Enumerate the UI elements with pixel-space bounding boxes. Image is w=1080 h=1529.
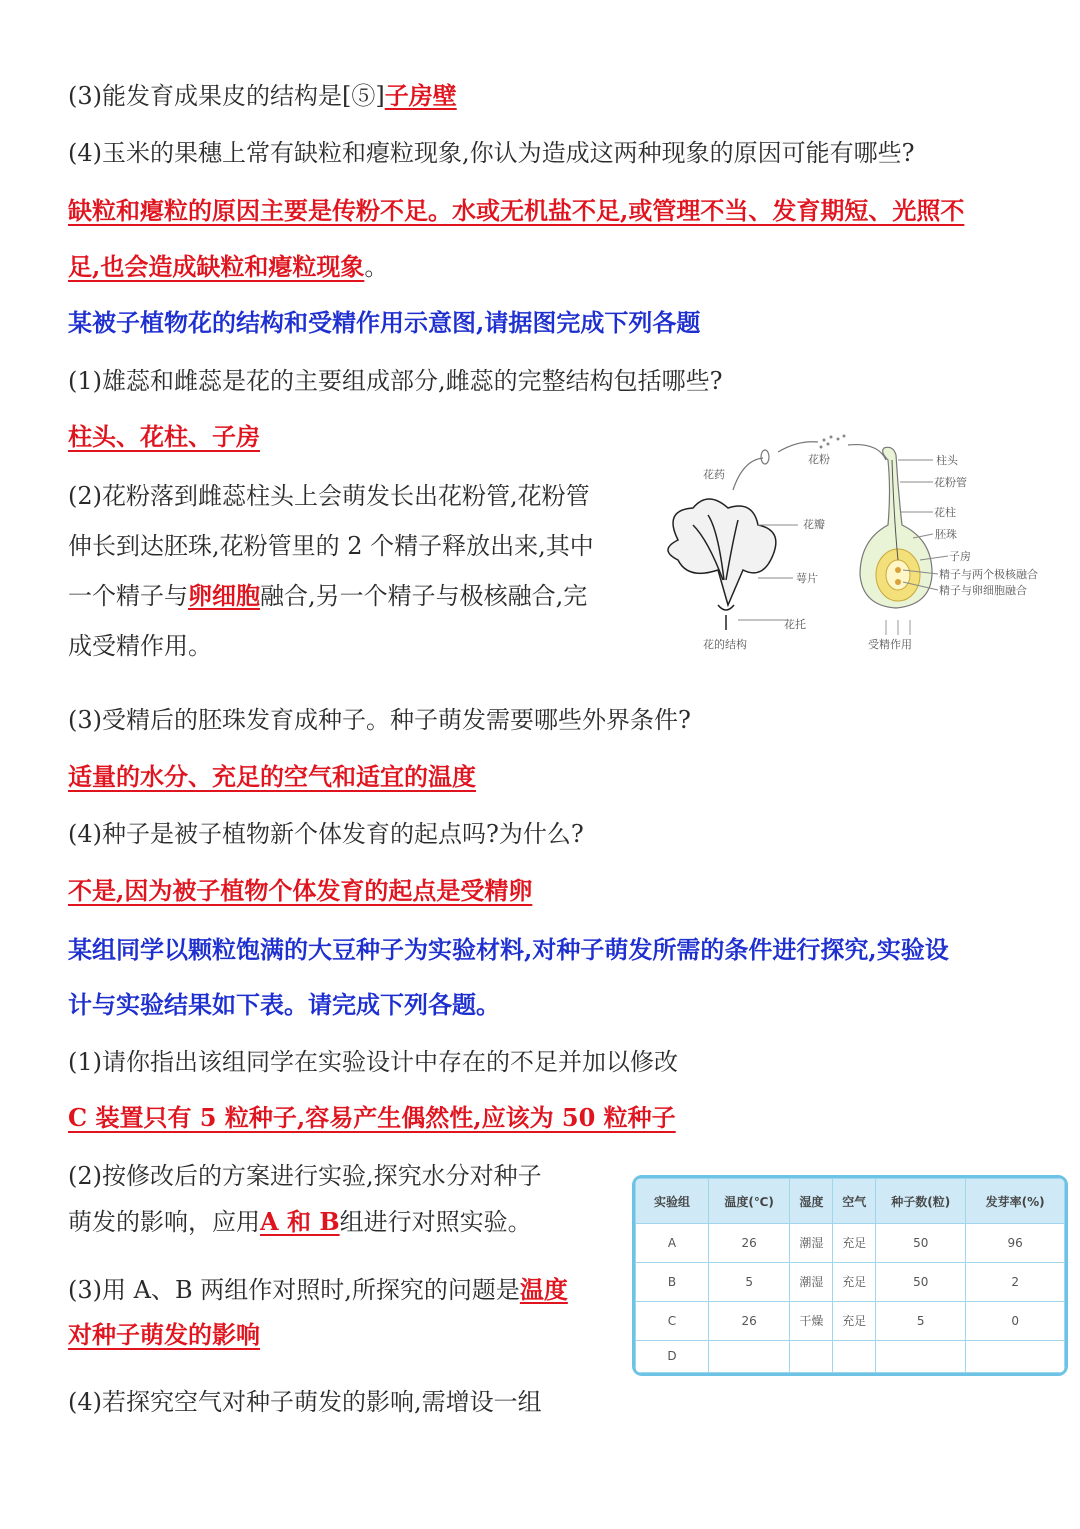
table-row — [636, 1301, 1065, 1340]
header-air: 空气 — [833, 1179, 876, 1224]
q2-line3-a: 一个精子与 — [68, 582, 188, 610]
cell: 0 — [966, 1301, 1065, 1340]
header-humidity: 湿度 — [790, 1179, 833, 1224]
header-group: 实验组 — [636, 1179, 709, 1224]
label-luanxi: 精子与卵细胞融合 — [939, 584, 1027, 597]
q4-answer: 不是,因为被子植物个体发育的起点是受精卵 — [68, 876, 533, 905]
exp-q1-answer: C 装置只有 5 粒种子,容易产生偶然性,应该为 50 粒种子 — [68, 1103, 676, 1132]
label-zifang: 子房 — [949, 550, 971, 563]
label-huazhu: 花柱 — [934, 506, 956, 519]
q4-answer-text: 足,也会造成缺粒和瘪粒现象 — [68, 252, 365, 281]
cell: 26 — [708, 1301, 790, 1340]
q3-text: (3)能发育成果皮的结构是[⑤] — [68, 82, 385, 110]
q2-line4: 成受精作用。 — [68, 632, 212, 660]
pistil-drawing — [860, 447, 932, 635]
section-heading-experiment-2: 计与实验结果如下表。请完成下列各题。 — [68, 990, 500, 1019]
cell — [790, 1340, 833, 1372]
label-huayao: 花药 — [703, 468, 725, 481]
q4-answer-line1: 缺粒和瘪粒的原因主要是传粉不足。水或无机盐不足,或管理不当、发育期短、光照不 — [68, 196, 965, 225]
table-row — [636, 1340, 1065, 1372]
cell: B — [636, 1262, 709, 1301]
exp-q3-text: (3)用 A、B 两组作对照时,所探究的问题是 — [68, 1276, 520, 1304]
q1-answer: 柱头、花柱、子房 — [68, 422, 260, 451]
experiment-table — [635, 1178, 1065, 1373]
q3-answer: 子房壁 — [384, 81, 457, 110]
cell: 充足 — [833, 1224, 876, 1263]
q2-answer: 卵细胞 — [188, 581, 260, 610]
q4-seed: (4)种子是被子植物新个体发育的起点吗?为什么? — [68, 820, 584, 848]
header-seed-count: 种子数(粒) — [876, 1179, 966, 1224]
label-huatuo: 花托 — [784, 618, 806, 631]
label-epian: 萼片 — [796, 572, 818, 585]
header-germination-rate: 发芽率(%) — [966, 1179, 1065, 1224]
experiment-table-frame — [632, 1175, 1068, 1376]
label-huafenguan: 花粉管 — [934, 476, 967, 489]
label-jiji: 精子与两个极核融合 — [939, 568, 1038, 581]
q4-answer-period: 。 — [364, 253, 389, 281]
exp-q2-text-end: 组进行对照实验。 — [339, 1208, 532, 1236]
q4-corn: (4)玉米的果穗上常有缺粒和瘪粒现象,你认为造成这两种现象的原因可能有哪些? — [68, 139, 915, 167]
cell: 96 — [966, 1224, 1065, 1263]
cell — [966, 1340, 1065, 1372]
section-heading-experiment-1: 某组同学以颗粒饱满的大豆种子为实验材料,对种子萌发所需的条件进行探究,实验设 — [68, 935, 949, 964]
label-huafen: 花粉 — [808, 453, 830, 466]
section-heading-flower: 某被子植物花的结构和受精作用示意图,请据图完成下列各题 — [68, 308, 701, 337]
cell: A — [636, 1224, 709, 1263]
caption-flower: 花的结构 — [703, 638, 747, 651]
exp-q3-answer-a: 温度 — [519, 1275, 568, 1304]
cell — [833, 1340, 876, 1372]
label-zhutou: 柱头 — [936, 454, 958, 467]
exp-q2-answer: A 和 B — [260, 1207, 340, 1236]
cell: 50 — [876, 1262, 966, 1301]
exp-q3-line1 — [68, 1273, 568, 1307]
cell: 2 — [966, 1262, 1065, 1301]
exp-q1: (1)请你指出该组同学在实验设计中存在的不足并加以修改 — [68, 1048, 678, 1076]
q3-answer: 适量的水分、充足的空气和适宜的温度 — [68, 762, 476, 791]
exp-q2-line1: (2)按修改后的方案进行实验,探究水分对种子 — [68, 1162, 542, 1190]
cell: 26 — [708, 1224, 790, 1263]
table-row — [636, 1224, 1065, 1263]
q2-line3 — [68, 579, 587, 613]
header-temperature: 温度(℃) — [708, 1179, 790, 1224]
cell: 充足 — [833, 1262, 876, 1301]
exp-q3-answer-b: 对种子萌发的影响 — [68, 1320, 260, 1349]
cell: 潮湿 — [790, 1224, 833, 1263]
label-peizhu: 胚珠 — [935, 528, 957, 541]
pollen-grains — [820, 435, 846, 449]
cell — [876, 1340, 966, 1372]
q3-fruit-wall — [68, 79, 457, 113]
exp-q4: (4)若探究空气对种子萌发的影响,需增设一组 — [68, 1388, 542, 1416]
cell: 5 — [708, 1262, 790, 1301]
cell: 充足 — [833, 1301, 876, 1340]
cell: 干燥 — [790, 1301, 833, 1340]
q2-line1: (2)花粉落到雌蕊柱头上会萌发长出花粉管,花粉管 — [68, 482, 590, 510]
cell: 潮湿 — [790, 1262, 833, 1301]
flower-fertilization-diagram — [648, 430, 1078, 660]
cell: D — [636, 1340, 709, 1372]
exp-q2-line2 — [68, 1205, 532, 1239]
caption-fertilization: 受精作用 — [868, 638, 912, 651]
flower-drawing — [668, 499, 776, 630]
q4-answer-line2 — [68, 250, 388, 284]
cell: 50 — [876, 1224, 966, 1263]
q2-line2: 伸长到达胚珠,花粉管里的 2 个精子释放出来,其中 — [68, 532, 594, 560]
cell: C — [636, 1301, 709, 1340]
q2-line3-c: 融合,另一个精子与极核融合,完 — [260, 582, 588, 610]
exp-q2-text: 萌发的影响，应用 — [68, 1208, 260, 1236]
q1-pistil: (1)雄蕊和雌蕊是花的主要组成部分,雌蕊的完整结构包括哪些? — [68, 367, 723, 395]
cell: 5 — [876, 1301, 966, 1340]
label-huaban: 花瓣 — [803, 518, 825, 531]
q3-germination: (3)受精后的胚珠发育成种子。种子萌发需要哪些外界条件? — [68, 706, 691, 734]
table-header-row — [636, 1179, 1065, 1224]
cell — [708, 1340, 790, 1372]
table-row — [636, 1262, 1065, 1301]
